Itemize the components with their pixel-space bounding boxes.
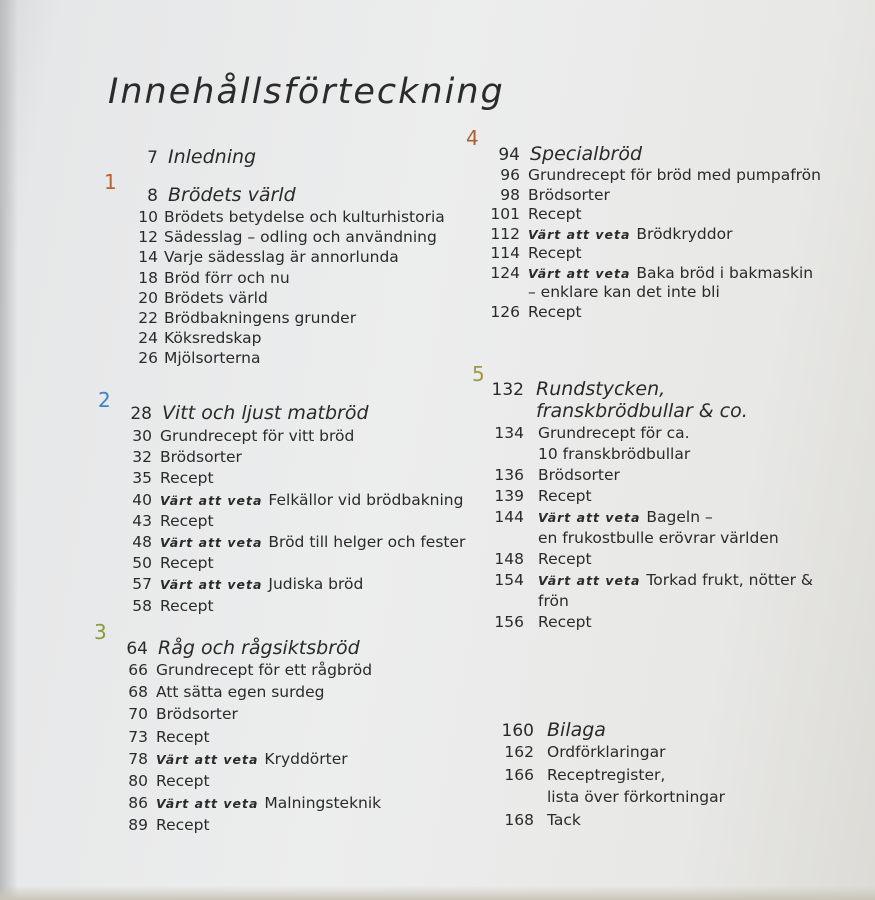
entry-title (160, 427, 354, 445)
toc-entry (118, 728, 381, 750)
toc-entry (124, 146, 256, 168)
page-number: 114 (490, 244, 520, 262)
page-number: 35 (132, 469, 152, 488)
entry-title (160, 597, 214, 615)
page-number: 30 (132, 427, 152, 445)
entry-text: Grundrecept för ca. (538, 424, 690, 442)
toc-entry (486, 205, 821, 225)
toc-section-heading (486, 143, 821, 166)
vart-att-veta-tag: Värt att veta (156, 751, 259, 767)
entry-text: Brödsorter (156, 705, 238, 724)
page-number: 148 (494, 550, 524, 568)
toc-entry (498, 766, 725, 789)
page-number: 162 (504, 743, 534, 761)
entry-title (164, 289, 268, 307)
toc-entry (124, 208, 445, 228)
section-number-4: 4 (466, 126, 479, 150)
entry-text: Receptregister, (547, 765, 666, 784)
entry-title: Bilaga (547, 719, 606, 741)
toc-section-3 (118, 637, 381, 839)
entry-text: Brödets värld (164, 288, 268, 307)
toc-section-2 (122, 402, 465, 618)
entry-title: Brödets värld (168, 184, 296, 206)
entry-title (538, 466, 620, 484)
page-number: 32 (132, 448, 152, 467)
toc-intro (124, 146, 256, 168)
toc-entry-continuation: lista över förkortningar (547, 788, 726, 806)
entry-text: Baka bröd i bakmaskin (636, 263, 814, 282)
page-number: 70 (128, 705, 148, 724)
page-number: 98 (500, 185, 520, 204)
entry-text: Att sätta egen surdeg (156, 683, 325, 702)
toc-entry (122, 597, 465, 618)
entry-text: Sädesslag – odling och användning (164, 228, 437, 247)
entry-text: Brödkryddor (636, 224, 733, 243)
entry-text: Recept (528, 244, 582, 262)
vart-att-veta-tag: Värt att veta (528, 265, 631, 281)
entry-title (156, 728, 210, 746)
toc-entry (486, 225, 821, 245)
entry-title (156, 705, 238, 723)
toc-entry (124, 329, 445, 349)
toc-entry (122, 448, 465, 469)
entry-title (164, 309, 356, 327)
page-number: 48 (132, 532, 152, 551)
toc-entry (118, 816, 381, 838)
entry-text: Recept (156, 727, 210, 746)
page-number: 78 (128, 749, 148, 768)
page-number: 112 (490, 224, 520, 243)
page-number: 139 (494, 487, 524, 505)
page-number: 8 (147, 186, 158, 206)
page-number: 12 (138, 228, 158, 247)
entry-text: Malningsteknik (264, 794, 382, 813)
entry-text: Recept (528, 205, 582, 223)
toc-entry (486, 303, 821, 323)
entry-text: Judiska bröd (268, 575, 364, 594)
entry-text: Brödsorter (160, 448, 242, 467)
page-number: 50 (132, 554, 152, 573)
toc-entry (486, 186, 821, 206)
toc-entry (122, 533, 465, 554)
page-number: 101 (490, 205, 520, 223)
page-number: 58 (132, 596, 152, 615)
entry-title (528, 303, 582, 321)
entry-title (538, 508, 713, 526)
entry-title (160, 469, 214, 487)
page-number: 160 (501, 721, 534, 741)
page-number: 132 (491, 380, 524, 400)
toc-entry (486, 264, 821, 284)
toc-entry (490, 466, 813, 487)
entry-title (547, 811, 581, 829)
entry-text: Grundrecept för vitt bröd (160, 427, 355, 445)
entry-title (160, 554, 214, 572)
page-number: 134 (494, 424, 524, 442)
entry-text: Brödsorter (528, 185, 610, 204)
entry-text: Varje sädesslag är annorlunda (164, 248, 399, 267)
vart-att-veta-tag: Värt att veta (156, 796, 259, 812)
page-number: 156 (494, 613, 524, 631)
toc-entry (122, 512, 465, 533)
page-number: 73 (128, 727, 148, 746)
toc-entry (490, 613, 813, 634)
toc-entry-continuation: frön (538, 592, 569, 610)
vart-att-veta-tag: Värt att veta (160, 492, 263, 508)
toc-entry (124, 309, 445, 329)
entry-title (156, 772, 210, 790)
entry-title (164, 228, 437, 246)
vart-att-veta-tag: Värt att veta (160, 577, 263, 593)
entry-title (538, 487, 592, 505)
entry-text: Recept (528, 302, 582, 321)
entry-text: Felkällor vid brödbakning (268, 490, 464, 509)
toc-entry (498, 743, 725, 766)
entry-title (528, 186, 610, 204)
entry-text: Mjölsorterna (164, 349, 261, 368)
toc-entry (118, 750, 381, 772)
entry-title (538, 613, 592, 631)
entry-title (160, 448, 242, 466)
toc-entry (124, 248, 445, 268)
page-number: 24 (138, 329, 158, 348)
toc-entry (486, 166, 821, 186)
entry-title: Inledning (168, 146, 257, 168)
entry-title (528, 225, 732, 243)
entry-title: Råg och rågsiktsbröd (158, 637, 360, 659)
entry-text: Brödets betydelse och kulturhistoria (164, 208, 445, 226)
toc-entry (490, 550, 813, 571)
toc-entry (118, 683, 381, 705)
entry-text: Recept (156, 816, 210, 835)
entry-text: Brödsorter (538, 466, 620, 484)
vart-att-veta-tag: Värt att veta (538, 510, 641, 525)
entry-text: Recept (538, 550, 592, 568)
toc-section-heading (124, 184, 445, 208)
toc-entry (490, 508, 813, 529)
page-number: 66 (128, 661, 148, 679)
page-number: 154 (494, 571, 524, 589)
toc-bilaga (498, 719, 725, 833)
toc-entry (122, 469, 465, 490)
toc-entry (486, 244, 821, 264)
toc-entry (124, 269, 445, 289)
entry-title (538, 571, 813, 589)
entry-title-cont: franskbrödbullar & co. (536, 400, 748, 422)
entry-title (528, 166, 821, 184)
page-number: 43 (132, 511, 152, 530)
entry-text: Grundrecept för bröd med pumpafrön (528, 166, 821, 184)
entry-title (528, 244, 582, 262)
entry-text: Torkad frukt, nötter & (646, 571, 814, 589)
toc-entry (490, 571, 813, 592)
page-number: 22 (138, 308, 158, 327)
toc-section-4 (486, 143, 821, 322)
toc-section-heading-cont (490, 400, 813, 424)
vart-att-veta-tag: Värt att veta (538, 573, 641, 588)
entry-title (160, 575, 363, 593)
page-number: 144 (494, 508, 524, 526)
entry-text: Grundrecept för ett rågbröd (156, 661, 373, 679)
toc-entry (122, 575, 465, 596)
toc-entry-continuation: – enklare kan det inte bli (528, 283, 720, 301)
toc-entry (118, 705, 381, 727)
page-number: 7 (147, 148, 158, 168)
page-number: 10 (138, 208, 158, 226)
entry-title (160, 491, 463, 509)
entry-title (164, 208, 445, 226)
entry-text: Bröd förr och nu (164, 268, 290, 287)
entry-text: Tack (547, 810, 581, 829)
entry-text: Recept (160, 511, 214, 530)
entry-text: Recept (538, 487, 592, 505)
page-number: 166 (504, 765, 534, 784)
page-number: 40 (132, 490, 152, 509)
page-number: 126 (490, 302, 520, 321)
entry-title (160, 533, 465, 551)
page-number: 64 (126, 639, 148, 659)
entry-title (164, 248, 399, 266)
entry-title (156, 750, 348, 768)
entry-text: Recept (156, 771, 210, 790)
toc-section-1 (124, 184, 445, 370)
entry-title (164, 349, 260, 367)
entry-text: Köksredskap (164, 329, 262, 348)
vart-att-veta-tag: Värt att veta (528, 226, 631, 242)
toc-entry (490, 487, 813, 508)
entry-text: Kryddörter (264, 749, 348, 768)
toc-entry (118, 772, 381, 794)
page-number: 136 (494, 466, 524, 484)
entry-text: Brödbakningens grunder (164, 308, 357, 327)
entry-title (160, 512, 214, 530)
section-number-1: 1 (104, 170, 117, 194)
toc-entry-continuation: 10 franskbrödbullar (538, 445, 691, 463)
entry-title (538, 550, 592, 568)
page-bottom-edge (0, 886, 875, 900)
page-number: 89 (128, 816, 148, 835)
toc-section-heading (490, 378, 813, 400)
toc-entry (124, 289, 445, 309)
entry-title (538, 424, 690, 442)
page-number: 28 (130, 404, 152, 424)
page-number: 14 (138, 248, 158, 267)
entry-title (547, 766, 665, 784)
page-number: 86 (128, 794, 148, 813)
toc-entry (122, 491, 465, 512)
page-number: 168 (504, 810, 534, 829)
toc-entry (118, 661, 381, 683)
toc-entry (122, 554, 465, 575)
toc-entry (124, 228, 445, 248)
entry-title (156, 816, 210, 834)
entry-title: Vitt och ljust matbröd (162, 402, 369, 424)
entry-text: Bröd till helger och fester (268, 532, 466, 551)
section-number-3: 3 (94, 620, 107, 644)
page-number: 80 (128, 771, 148, 790)
entry-title (528, 264, 813, 282)
entry-text: Recept (160, 596, 214, 615)
toc-entry (124, 349, 445, 369)
entry-text: Recept (160, 554, 214, 573)
toc-entry (118, 794, 381, 816)
page-number: 57 (132, 575, 152, 594)
toc-section-5 (490, 378, 813, 634)
toc-entry (490, 424, 813, 445)
entry-title (156, 683, 324, 701)
entry-text: Bageln – (646, 508, 713, 526)
entry-title (164, 329, 261, 347)
entry-title (156, 794, 381, 812)
page-number: 124 (490, 263, 520, 282)
toc-entry-continuation: en frukostbulle erövrar världen (538, 529, 779, 547)
entry-text: Recept (160, 469, 214, 488)
entry-title (528, 205, 582, 223)
page-number: 68 (128, 683, 148, 702)
entry-title: Rundstycken, (536, 378, 666, 400)
entry-title: Specialbröd (530, 143, 643, 165)
toc-section-heading (122, 402, 465, 427)
toc-entry (122, 427, 465, 448)
toc-section-heading (498, 719, 725, 743)
page-number: 18 (138, 268, 158, 287)
entry-text: Recept (538, 613, 592, 631)
toc-section-heading (118, 637, 381, 661)
section-number-2: 2 (98, 388, 111, 412)
toc-entry (498, 811, 725, 834)
page-number: 94 (498, 145, 520, 165)
entry-text: Ordförklaringar (547, 743, 666, 761)
section-number-5: 5 (472, 362, 485, 386)
entry-title (547, 743, 665, 761)
vart-att-veta-tag: Värt att veta (160, 534, 263, 550)
page-title: Innehållsförteckning (108, 72, 505, 112)
entry-title (156, 661, 372, 679)
entry-title (164, 269, 290, 287)
page-number: 20 (138, 288, 158, 307)
page-number: 26 (138, 349, 158, 368)
page-fold-shadow (0, 0, 18, 900)
page-number: 96 (500, 166, 520, 184)
